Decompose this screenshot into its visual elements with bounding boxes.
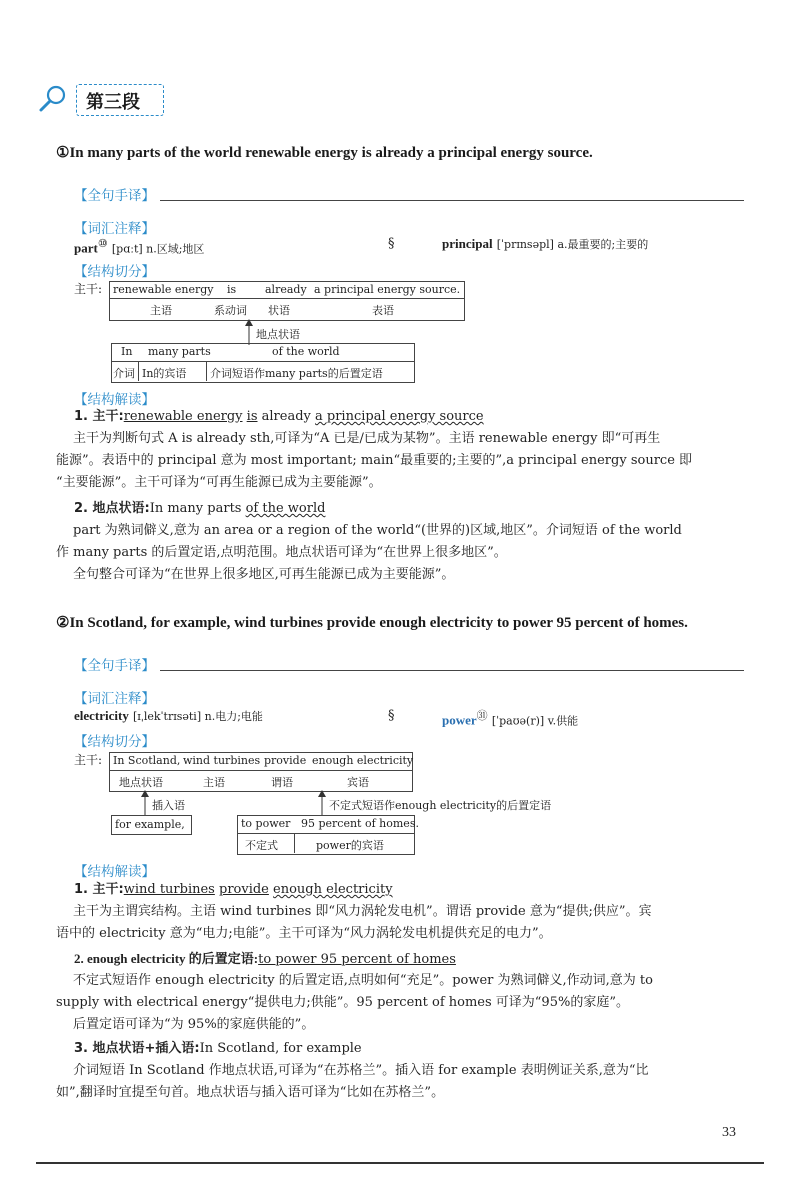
vocab-separator: § <box>388 236 395 251</box>
analysis-3-body <box>56 901 756 945</box>
trunk-word: enough electricity <box>312 754 414 767</box>
vocab-label-2: 【词汇注释】 <box>74 691 155 707</box>
sentence-2: ②In Scotland, for example, wind turbines provide enough electricity to power 95 percent of homes. <box>56 615 688 631</box>
trunk-label: 主干: <box>74 753 103 767</box>
translate-label-1: 【全句手译】 <box>74 188 155 204</box>
trunk-role: 表语 <box>372 304 394 317</box>
vocab-entry-part <box>74 233 204 260</box>
adv-col-line <box>206 361 207 381</box>
vocab-def: [ˈprɪnsəpl] a.最重要的;主要的 <box>496 238 649 251</box>
inf-word: to power <box>241 817 291 830</box>
struct-label-2: 【结构切分】 <box>74 734 155 750</box>
vocab-def: [pɑːt] n.区域;地区 <box>111 242 205 256</box>
adv-divider <box>111 361 414 362</box>
trunk-verb: provide <box>219 882 269 897</box>
trunk-role: 状语 <box>268 304 290 317</box>
trunk-divider <box>109 770 412 771</box>
paragraph-line: part 为熟词僻义,意为 an area or a region of the world“(世界的)区域,地区”。介词短语 of the world <box>73 523 682 538</box>
inf-role: 不定式 <box>245 839 278 852</box>
trunk-role: 主语 <box>150 304 172 317</box>
paragraph-line: 后置定语可译为“为 95%的家庭供能的”。 <box>73 1017 315 1032</box>
adv-word: In <box>121 345 133 358</box>
trunk-word: wind turbines <box>183 754 261 767</box>
adverbial-label: 地点状语 <box>256 328 300 341</box>
vocab-label-1: 【词汇注释】 <box>74 221 155 237</box>
adv-role: 介词 <box>113 367 135 380</box>
paragraph-line: 如”,翻译时宜提至句首。地点状语与插入语可译为“比如在苏格兰”。 <box>56 1085 445 1100</box>
paragraph-line: 能源”。表语中的 principal 意为 most important; main“最重要的;主要的”,a principal energy source 即 <box>56 453 693 468</box>
inf-role: power的宾语 <box>316 839 384 852</box>
inf-divider <box>237 833 414 834</box>
paragraph-line: 介词短语 In Scotland 作地点状语,可译为“在苏格兰”。插入语 for example 表明例证关系,意为“比 <box>73 1063 649 1078</box>
inf-word: 95 percent of homes. <box>301 817 419 830</box>
paragraph-line: 全句整合可译为“在世界上很多地区,可再生能源已成为主要能源”。 <box>73 567 455 582</box>
trunk-role: 系动词 <box>214 304 247 317</box>
analysis-heading: 2. enough electricity 的后置定语: <box>74 951 259 966</box>
adv-role: In的宾语 <box>142 367 187 380</box>
trunk-subject: wind turbines <box>123 882 215 897</box>
analysis-heading: 1. 主干: <box>74 409 124 424</box>
vocab-def: [ˈpaʊə(r)] v.供能 <box>491 714 579 728</box>
inf-col-line <box>294 833 295 853</box>
analysis-2-head <box>74 498 325 520</box>
read-label-2: 【结构解读】 <box>74 864 155 880</box>
trunk-subject: renewable energy <box>123 409 243 424</box>
vocab-mark: ⑩ <box>97 237 108 250</box>
analysis-4-head <box>74 948 456 971</box>
paragraph-line: “主要能源”。主干可译为“可再生能源已成为主要能源”。 <box>56 475 382 490</box>
analysis-1-body <box>56 428 756 494</box>
answer-line-2 <box>160 670 744 671</box>
answer-line-1 <box>160 200 744 201</box>
trunk-object: enough electricity <box>273 882 393 897</box>
vocab-word: power <box>442 712 477 728</box>
trunk-label: 主干: <box>74 282 103 296</box>
trunk-word: is <box>227 283 237 296</box>
up-arrow-icon <box>317 790 327 816</box>
vocab-entry-power <box>442 705 578 732</box>
paragraph-line: supply with electrical energy“提供电力;供能”。95 percent of homes 可译为“95%的家庭”。 <box>56 995 629 1010</box>
trunk-word: renewable energy <box>113 283 214 296</box>
search-icon <box>36 84 72 114</box>
trunk-divider <box>109 298 464 299</box>
trunk-word: provide <box>264 754 307 767</box>
adv-role: 介词短语作many parts的后置定语 <box>210 367 383 380</box>
trunk-role: 宾语 <box>347 776 369 789</box>
adv-insert-phrase: In Scotland, for example <box>199 1041 362 1056</box>
insert-label: 插入语 <box>152 799 185 812</box>
translate-label-2: 【全句手译】 <box>74 658 155 674</box>
up-arrow-icon <box>140 790 150 816</box>
trunk-word: In Scotland, <box>113 754 181 767</box>
adv-attr: of the world <box>245 501 326 516</box>
page-number: 33 <box>722 1125 736 1140</box>
analysis-heading: 3. 地点状语+插入语: <box>74 1041 200 1056</box>
vocab-entry-electricity <box>74 705 263 728</box>
up-arrow-icon <box>244 319 254 345</box>
paragraph-line: 作 many parts 的后置定语,点明范围。地点状语可译为“在世界上很多地区”。 <box>56 545 507 560</box>
vocab-word: part <box>74 240 98 256</box>
attr-phrase: to power 95 percent of homes <box>258 952 456 967</box>
trunk-predicative: a principal energy source <box>315 409 484 424</box>
trunk-role: 谓语 <box>271 776 293 789</box>
vocab-separator: § <box>388 708 395 723</box>
vocab-def: [ɪˌlekˈtrɪsəti] n.电力;电能 <box>132 710 263 723</box>
trunk-role: 主语 <box>203 776 225 789</box>
vocab-word: principal <box>442 236 493 251</box>
adv-col-line <box>138 361 139 381</box>
read-label-1: 【结构解读】 <box>74 392 155 408</box>
analysis-5-body <box>56 1060 756 1104</box>
attr-label: 不定式短语作enough electricity的后置定语 <box>329 799 552 812</box>
paragraph-line: 语中的 electricity 意为“电力;电能”。主干可译为“风力涡轮发电机提供充足的电力”。 <box>56 926 552 941</box>
analysis-2-body <box>56 520 756 586</box>
analysis-1-head <box>74 406 484 428</box>
trunk-role: 地点状语 <box>119 776 163 789</box>
analysis-4-body <box>56 970 756 1036</box>
analysis-3-head <box>74 879 393 901</box>
paragraph-line: 主干为主谓宾结构。主语 wind turbines 即“风力涡轮发电机”。谓语 provide 意为“提供;供应”。宾 <box>73 904 652 919</box>
insert-box: for example, <box>111 815 192 835</box>
trunk-verb: is <box>246 409 258 424</box>
analysis-heading: 1. 主干: <box>74 882 124 897</box>
sentence-1: ①In many parts of the world renewable energy is already a principal energy source. <box>56 145 593 161</box>
analysis-5-head <box>74 1038 362 1060</box>
struct-label-1: 【结构切分】 <box>74 264 155 280</box>
footer-rule <box>36 1162 764 1164</box>
adv-word: many parts <box>148 345 211 358</box>
trunk-word: already <box>265 283 307 296</box>
vocab-mark: ㉛ <box>476 709 488 722</box>
trunk-adverb: already <box>261 409 311 424</box>
paragraph-line: 主干为判断句式 A is already sth,可译为“A 已是/已成为某物”。主语 renewable energy 即“可再生 <box>73 431 661 446</box>
section-title: 第三段 <box>86 92 140 113</box>
analysis-heading: 2. 地点状语: <box>74 501 150 516</box>
adv-main: In many parts <box>149 501 246 516</box>
vocab-entry-principal <box>442 233 648 256</box>
trunk-word: a principal energy source. <box>314 283 461 296</box>
adv-word: of the world <box>272 345 340 358</box>
paragraph-line: 不定式短语作 enough electricity 的后置定语,点明如何“充足”。power 为熟词僻义,作动词,意为 to <box>73 973 653 988</box>
vocab-word: electricity <box>74 708 129 723</box>
